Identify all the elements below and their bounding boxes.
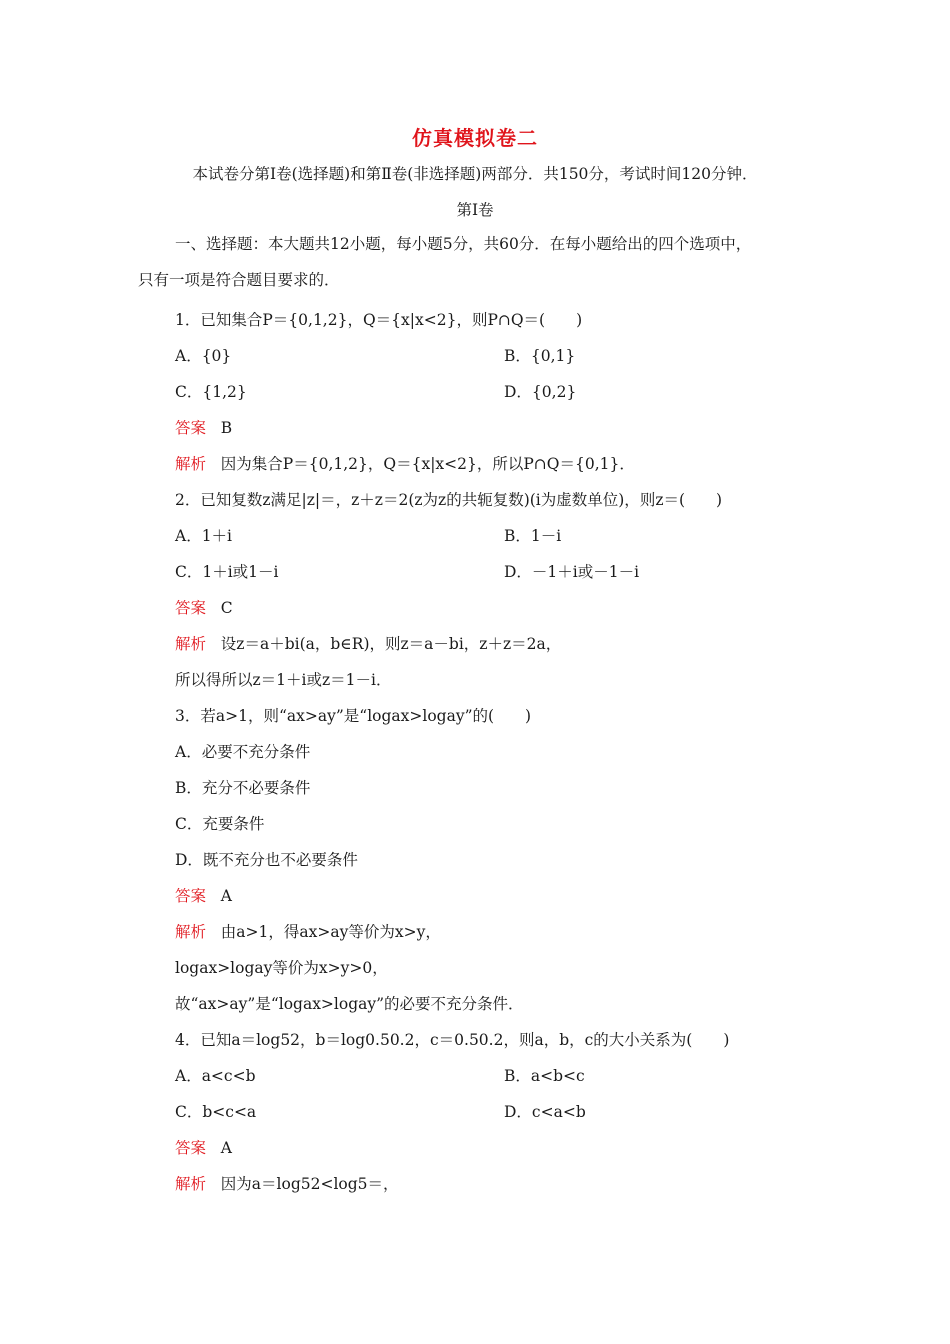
analysis-label: 解析 bbox=[175, 1175, 207, 1193]
question-2-option-b: B．1－i bbox=[504, 527, 562, 545]
question-2-option-d: D．－1＋i或－1－i bbox=[504, 563, 640, 581]
question-4-answer bbox=[175, 1137, 232, 1159]
question-3-analysis-2: logax>logay等价为x>y>0， bbox=[175, 959, 388, 977]
question-2-analysis-2: 所以得所以z＝1＋i或z＝1－i． bbox=[175, 671, 392, 689]
analysis-label: 解析 bbox=[175, 635, 207, 653]
analysis-label: 解析 bbox=[175, 455, 207, 473]
question-1-answer bbox=[175, 417, 232, 439]
analysis-label: 解析 bbox=[175, 923, 207, 941]
analysis-text: 因为集合P＝{0,1,2}，Q＝{x|x<2}，所以P∩Q＝{0,1}． bbox=[220, 455, 635, 473]
answer-label: 答案 bbox=[175, 419, 207, 437]
question-1-analysis bbox=[175, 453, 635, 475]
question-3-stem: 3．若a>1，则“ax>ay”是“logax>logay”的( ) bbox=[175, 707, 532, 725]
question-4-stem: 4．已知a＝log52，b＝log0.50.2，c＝0.50.2，则a，b，c的大小关系为( ) bbox=[175, 1031, 730, 1049]
question-3-option-a: A．必要不充分条件 bbox=[175, 743, 311, 761]
question-4-analysis bbox=[175, 1173, 399, 1195]
question-1-option-a: A．{0} bbox=[175, 347, 232, 365]
analysis-text: 因为a＝log52<log5＝， bbox=[220, 1175, 399, 1193]
question-2-option-a: A．1＋i bbox=[175, 527, 233, 545]
question-1-option-c: C．{1,2} bbox=[175, 383, 247, 401]
question-1-option-b: B．{0,1} bbox=[504, 347, 576, 365]
page-title: 仿真模拟卷二 bbox=[412, 126, 538, 150]
analysis-text: 设z＝a＋bi(a，b∈R)，则z＝a－bi，z＋z＝2a， bbox=[220, 635, 562, 653]
answer-label: 答案 bbox=[175, 887, 207, 905]
question-3-answer bbox=[175, 885, 232, 907]
answer-value: C bbox=[220, 599, 233, 617]
question-2-analysis bbox=[175, 633, 561, 655]
question-3-analysis bbox=[175, 921, 441, 943]
question-1-option-d: D．{0,2} bbox=[504, 383, 577, 401]
answer-value: B bbox=[220, 419, 233, 437]
answer-label: 答案 bbox=[175, 1139, 207, 1157]
question-2-answer bbox=[175, 597, 233, 619]
question-4-option-a: A．a<c<b bbox=[175, 1067, 256, 1085]
instructions-line-1: 一、选择题：本大题共12小题，每小题5分，共60分．在每小题给出的四个选项中， bbox=[175, 235, 752, 253]
analysis-text: 由a>1，得ax>ay等价为x>y， bbox=[220, 923, 441, 941]
question-3-option-d: D．既不充分也不必要条件 bbox=[175, 851, 358, 869]
answer-value: A bbox=[220, 1139, 232, 1157]
question-4-option-d: D．c<a<b bbox=[504, 1103, 586, 1121]
question-3-analysis-3: 故“ax>ay”是“logax>logay”的必要不充分条件． bbox=[175, 995, 524, 1013]
question-4-option-c: C．b<c<a bbox=[175, 1103, 257, 1121]
question-2-stem: 2．已知复数z满足|z|＝，z＋z＝2(z为z的共轭复数)(i为虚数单位)，则z＝( ) bbox=[175, 491, 723, 509]
question-4-option-b: B．a<b<c bbox=[504, 1067, 585, 1085]
question-1-stem: 1．已知集合P＝{0,1,2}，Q＝{x|x<2}，则P∩Q＝( ) bbox=[175, 311, 583, 329]
answer-label: 答案 bbox=[175, 599, 207, 617]
question-3-option-b: B．充分不必要条件 bbox=[175, 779, 311, 797]
question-2-option-c: C．1＋i或1－i bbox=[175, 563, 279, 581]
exam-intro: 本试卷分第Ⅰ卷(选择题)和第Ⅱ卷(非选择题)两部分．共150分，考试时间120分钟． bbox=[192, 165, 758, 183]
answer-value: A bbox=[220, 887, 232, 905]
question-3-option-c: C．充要条件 bbox=[175, 815, 265, 833]
instructions-line-2: 只有一项是符合题目要求的． bbox=[138, 271, 340, 289]
section-title: 第Ⅰ卷 bbox=[456, 201, 494, 219]
